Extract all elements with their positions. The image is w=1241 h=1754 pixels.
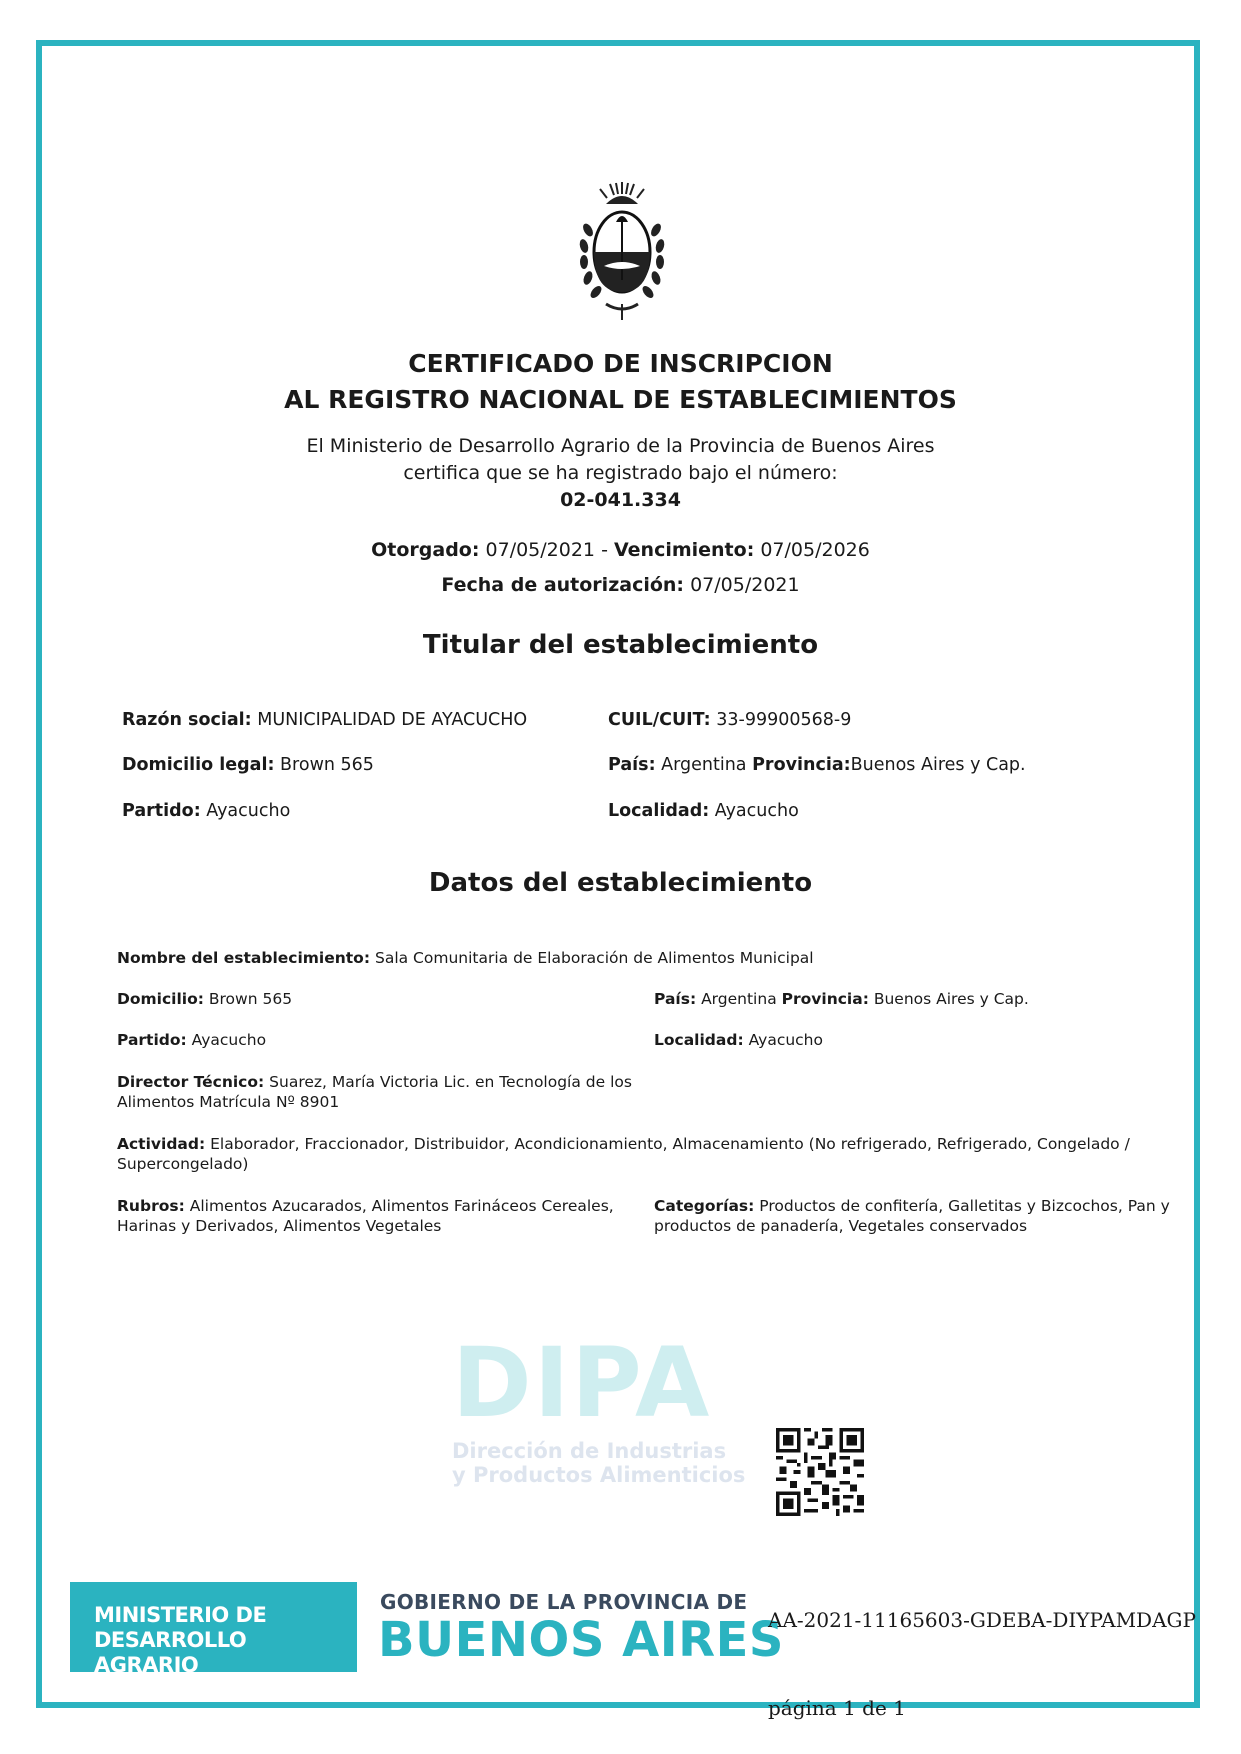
est-nombre xyxy=(117,948,814,968)
est-director xyxy=(117,1072,632,1112)
titular-partido-value: Ayacucho xyxy=(206,801,291,821)
domicilio-legal-value: Brown 565 xyxy=(280,755,374,775)
est-categorias-value-1: Productos de confitería, Galletitas y Bizcochos, Pan y xyxy=(759,1197,1170,1215)
titular-heading: Titular del establecimiento xyxy=(422,630,819,660)
titular-cuit xyxy=(608,708,851,732)
est-director-line1 xyxy=(117,1072,632,1092)
est-localidad-value: Ayacucho xyxy=(748,1031,823,1049)
titular-pais-provincia xyxy=(608,753,1026,777)
est-nombre-label: Nombre del establecimiento: xyxy=(117,949,371,967)
title-line1: CERTIFICADO DE INSCRIPCION xyxy=(408,349,833,378)
vencimiento-value: 07/05/2026 xyxy=(760,539,870,561)
est-domicilio xyxy=(117,989,292,1009)
titular-provincia-value: Buenos Aires y Cap. xyxy=(850,755,1026,775)
titular-provincia-label: Provincia: xyxy=(752,755,851,775)
titular-partido-label: Partido: xyxy=(122,801,201,821)
est-director-label: Director Técnico: xyxy=(117,1073,265,1091)
est-localidad xyxy=(654,1030,823,1050)
est-rubros-value-2: Harinas y Derivados, Alimentos Vegetales xyxy=(117,1217,442,1235)
est-actividad-value-2: Supercongelado) xyxy=(117,1155,249,1173)
argentina-coat-of-arms-icon xyxy=(572,180,672,330)
document-code: AA-2021-11165603-GDEBA-DIYPAMDAGP xyxy=(768,1608,1196,1632)
titular-partido xyxy=(122,799,290,823)
est-categorias xyxy=(654,1196,1170,1236)
titular-pais-value: Argentina xyxy=(661,755,747,775)
establecimiento-heading: Datos del establecimiento xyxy=(428,868,813,898)
razon-social-label: Razón social: xyxy=(122,710,252,730)
est-rubros-value-1: Alimentos Azucarados, Alimentos Farináceos Cereales, xyxy=(189,1197,614,1215)
est-actividad-line1 xyxy=(117,1134,1130,1154)
cuit-value: 33-99900568-9 xyxy=(716,710,852,730)
est-categorias-value-2: productos de panadería, Vegetales conservados xyxy=(654,1217,1028,1235)
est-rubros xyxy=(117,1196,614,1236)
est-categorias-label: Categorías: xyxy=(654,1197,755,1215)
page-number: página 1 de 1 xyxy=(768,1696,906,1720)
est-localidad-label: Localidad: xyxy=(654,1031,744,1049)
titular-razon-social xyxy=(122,708,527,732)
otorgado-label: Otorgado: xyxy=(371,539,480,561)
gobierno-line: GOBIERNO DE LA PROVINCIA DE xyxy=(380,1590,748,1614)
domicilio-legal-label: Domicilio legal: xyxy=(122,755,275,775)
dipa-watermark xyxy=(452,1327,752,1487)
razon-social-value: MUNICIPALIDAD DE AYACUCHO xyxy=(257,710,528,730)
titular-domicilio xyxy=(122,753,374,777)
est-partido xyxy=(117,1030,266,1050)
dates-separator: - xyxy=(601,539,608,561)
autorizacion-value: 07/05/2021 xyxy=(690,574,800,596)
titular-pais-label: País: xyxy=(608,755,656,775)
est-nombre-value: Sala Comunitaria de Elaboración de Alimentos Municipal xyxy=(374,949,814,967)
dipa-sub-line1: Dirección de Industrias xyxy=(452,1439,727,1463)
otorgado-value: 07/05/2021 xyxy=(485,539,596,561)
est-domicilio-value: Brown 565 xyxy=(208,990,293,1008)
est-categorias-line1 xyxy=(654,1196,1170,1216)
est-pais-provincia xyxy=(654,989,1029,1009)
qr-code-icon xyxy=(776,1428,864,1516)
est-actividad xyxy=(117,1134,1130,1174)
titular-localidad xyxy=(608,799,799,823)
autorizacion-label: Fecha de autorización: xyxy=(441,574,685,596)
est-actividad-value-1: Elaborador, Fraccionador, Distribuidor, Acondicionamiento, Almacenamiento (No refrigerado, Refrigerado, Congelado / xyxy=(210,1135,1130,1153)
intro-line2: certifica que se ha registrado bajo el número: xyxy=(403,462,838,484)
titular-localidad-value: Ayacucho xyxy=(714,801,799,821)
intro-line1: El Ministerio de Desarrollo Agrario de la Provincia de Buenos Aires xyxy=(306,435,935,457)
dipa-sub-line2: y Productos Alimenticios xyxy=(452,1463,746,1487)
est-partido-value: Ayacucho xyxy=(191,1031,267,1049)
dipa-title: DIPA xyxy=(452,1327,712,1439)
est-rubros-label: Rubros: xyxy=(117,1197,185,1215)
autorizacion-line xyxy=(0,572,1241,599)
cuit-label: CUIL/CUIT: xyxy=(608,710,711,730)
ministerio-line2: DESARROLLO AGRARIO xyxy=(94,1628,247,1677)
est-director-value-1: Suarez, María Victoria Lic. en Tecnología de los xyxy=(269,1073,632,1091)
titular-localidad-label: Localidad: xyxy=(608,801,710,821)
est-provincia-label: Provincia: xyxy=(781,990,869,1008)
dates-line xyxy=(0,537,1241,564)
buenos-aires-logo: BUENOS AIRES xyxy=(378,1612,784,1668)
registration-number: 02-041.334 xyxy=(560,489,681,511)
est-pais-value: Argentina xyxy=(701,990,777,1008)
ministerio-logo xyxy=(70,1582,357,1677)
est-pais-label: País: xyxy=(654,990,697,1008)
title-line2: AL REGISTRO NACIONAL DE ESTABLECIMIENTOS xyxy=(284,385,957,414)
vencimiento-label: Vencimiento: xyxy=(613,539,755,561)
est-rubros-line1 xyxy=(117,1196,614,1216)
est-director-value-2: Alimentos Matrícula Nº 8901 xyxy=(117,1093,340,1111)
est-domicilio-label: Domicilio: xyxy=(117,990,204,1008)
ministerio-line1: MINISTERIO DE xyxy=(94,1603,267,1627)
est-partido-label: Partido: xyxy=(117,1031,187,1049)
est-actividad-label: Actividad: xyxy=(117,1135,206,1153)
est-provincia-value: Buenos Aires y Cap. xyxy=(873,990,1029,1008)
